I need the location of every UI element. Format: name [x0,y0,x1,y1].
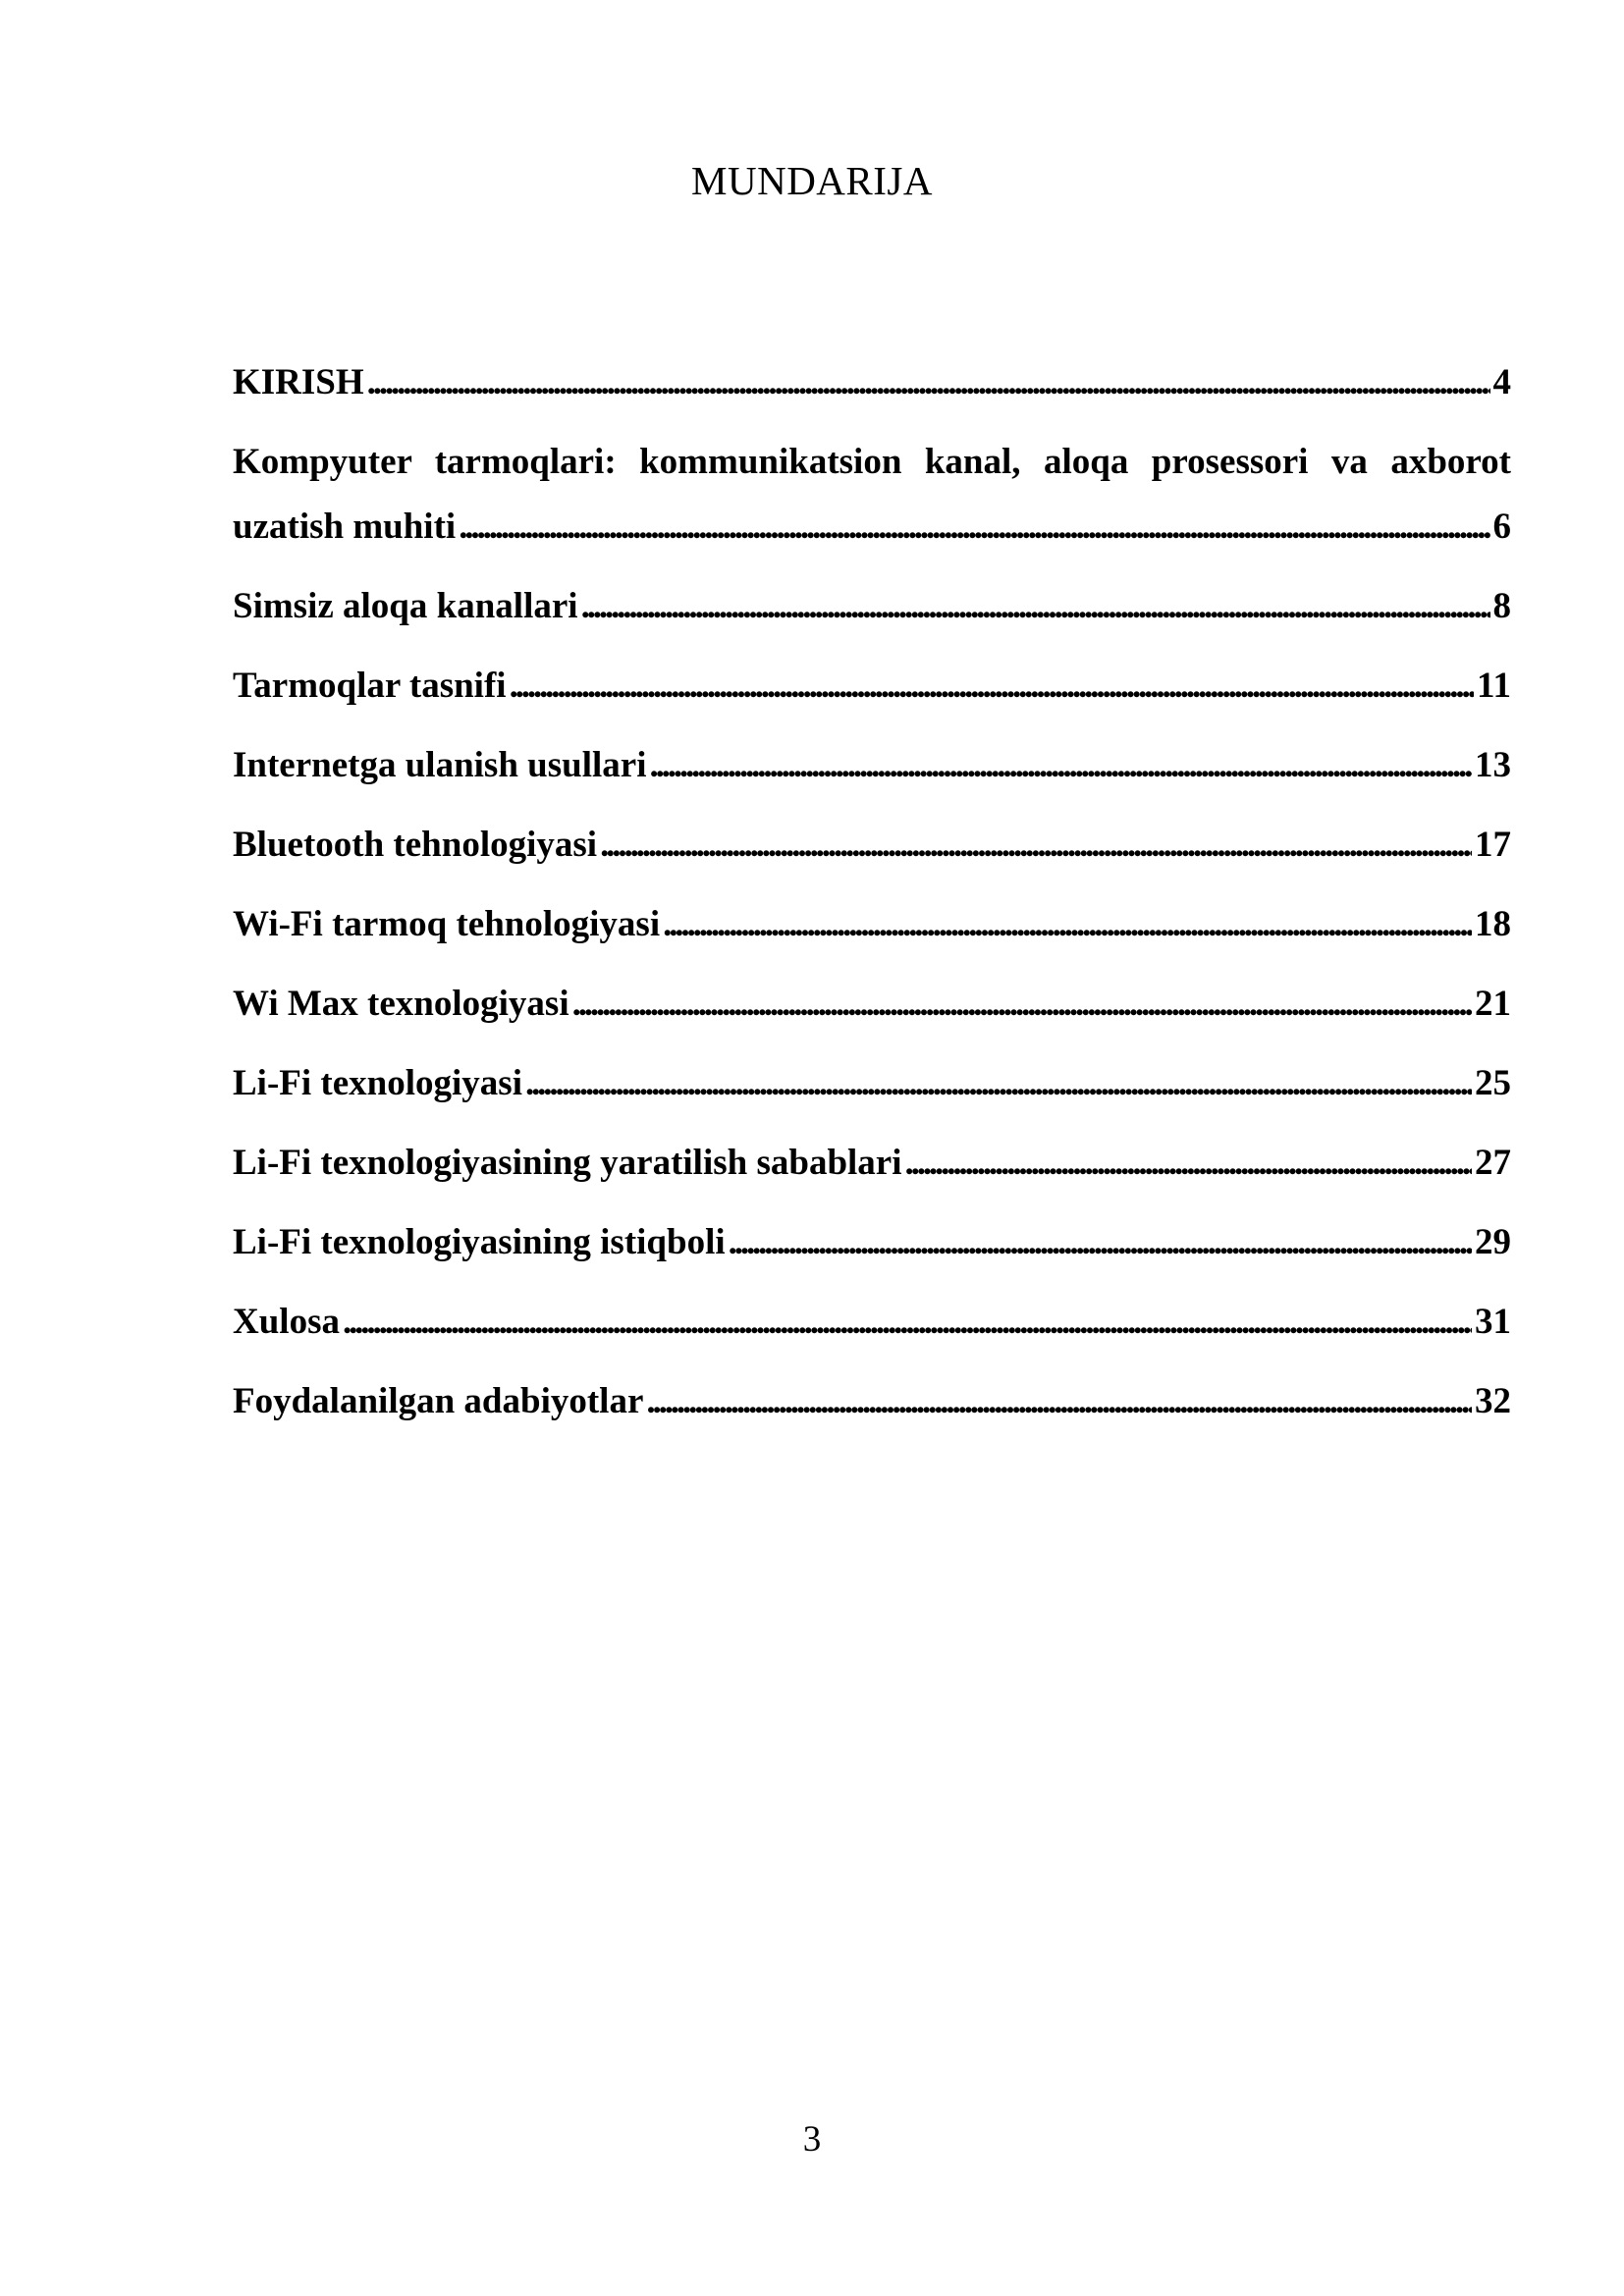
page-number-footer: 3 [802,2119,822,2160]
toc-entry-li-fi-sabablari[interactable] [233,1131,1511,1196]
toc-page-number: 17 [1475,825,1511,865]
toc-entry-label: Simsiz aloqa kanallari [233,586,578,626]
toc-page-number: 11 [1477,666,1511,706]
toc-page-number: 6 [1492,507,1511,547]
toc-entry-bluetooth[interactable] [233,813,1511,878]
toc-entry-label: Tarmoqlar tasnifi [233,666,507,706]
toc-entry-label: Wi Max texnologiyasi [233,984,569,1024]
toc-page-number: 13 [1475,745,1511,785]
toc-line [233,733,1511,798]
toc-entry-internetga-ulanish[interactable] [233,733,1511,798]
dot-leader [649,733,1472,798]
toc-entry-simsiz-aloqa[interactable] [233,574,1511,639]
toc-entry-label: Xulosa [233,1302,340,1342]
toc-entry-label: Internetga ulanish usullari [233,745,647,785]
toc-line [233,1369,1511,1434]
toc-page-number: 18 [1475,904,1511,944]
toc-entry-label: Wi-Fi tarmoq tehnologiyasi [233,904,661,944]
table-of-contents [233,350,1511,1449]
toc-line [233,654,1511,719]
toc-line [233,892,1511,957]
toc-entry-tarmoqlar-tasnifi[interactable] [233,654,1511,719]
toc-entry-wi-max[interactable] [233,972,1511,1037]
dot-leader [663,892,1472,957]
toc-entry-kompyuter-tarmoqlari[interactable] [233,430,1511,560]
dot-leader [367,350,1490,415]
page-title: MUNDARIJA [691,158,933,203]
toc-line [233,495,1511,560]
toc-line [233,574,1511,639]
dot-leader [525,1051,1472,1116]
toc-page-number: 29 [1475,1222,1511,1262]
toc-entry-label: uzatish muhiti [233,507,457,547]
toc-line [233,1051,1511,1116]
toc-line [233,350,1511,415]
toc-entry-label: Bluetooth tehnologiyasi [233,825,598,865]
toc-entry-li-fi-istiqboli[interactable] [233,1210,1511,1275]
toc-line [233,813,1511,878]
toc-page-number: 25 [1475,1063,1511,1103]
dot-leader [905,1131,1472,1196]
toc-entry-label: Li-Fi texnologiyasining yaratilish sabablari [233,1143,902,1183]
toc-entry-wi-fi[interactable] [233,892,1511,957]
toc-line [233,1290,1511,1355]
toc-entry-label: Li-Fi texnologiyasining istiqboli [233,1222,726,1262]
toc-entry-kirish[interactable] [233,350,1511,415]
dot-leader [646,1369,1472,1434]
toc-page-number: 4 [1492,362,1511,402]
toc-line [233,1131,1511,1196]
dot-leader [572,972,1472,1037]
dot-leader [600,813,1472,878]
toc-page-number: 31 [1475,1302,1511,1342]
toc-page-number: 27 [1475,1143,1511,1183]
toc-page-number: 32 [1475,1381,1511,1421]
dot-leader [581,574,1490,639]
toc-entry-label-line1: Kompyuter tarmoqlari: kommunikatsion kanal, aloqa prosessori va axborot [233,442,1511,482]
toc-page-number: 8 [1492,586,1511,626]
toc-page-number: 21 [1475,984,1511,1024]
toc-entry-xulosa[interactable] [233,1290,1511,1355]
toc-line [233,1210,1511,1275]
toc-line [233,972,1511,1037]
dot-leader [459,495,1489,560]
toc-entry-label: Li-Fi texnologiyasi [233,1063,522,1103]
toc-entry-label: Foydalanilgan adabiyotlar [233,1381,644,1421]
dot-leader [510,654,1474,719]
dot-leader [729,1210,1472,1275]
toc-entry-adabiyotlar[interactable] [233,1369,1511,1434]
toc-entry-li-fi[interactable] [233,1051,1511,1116]
dot-leader [343,1290,1472,1355]
toc-entry-label: KIRISH [233,362,364,402]
